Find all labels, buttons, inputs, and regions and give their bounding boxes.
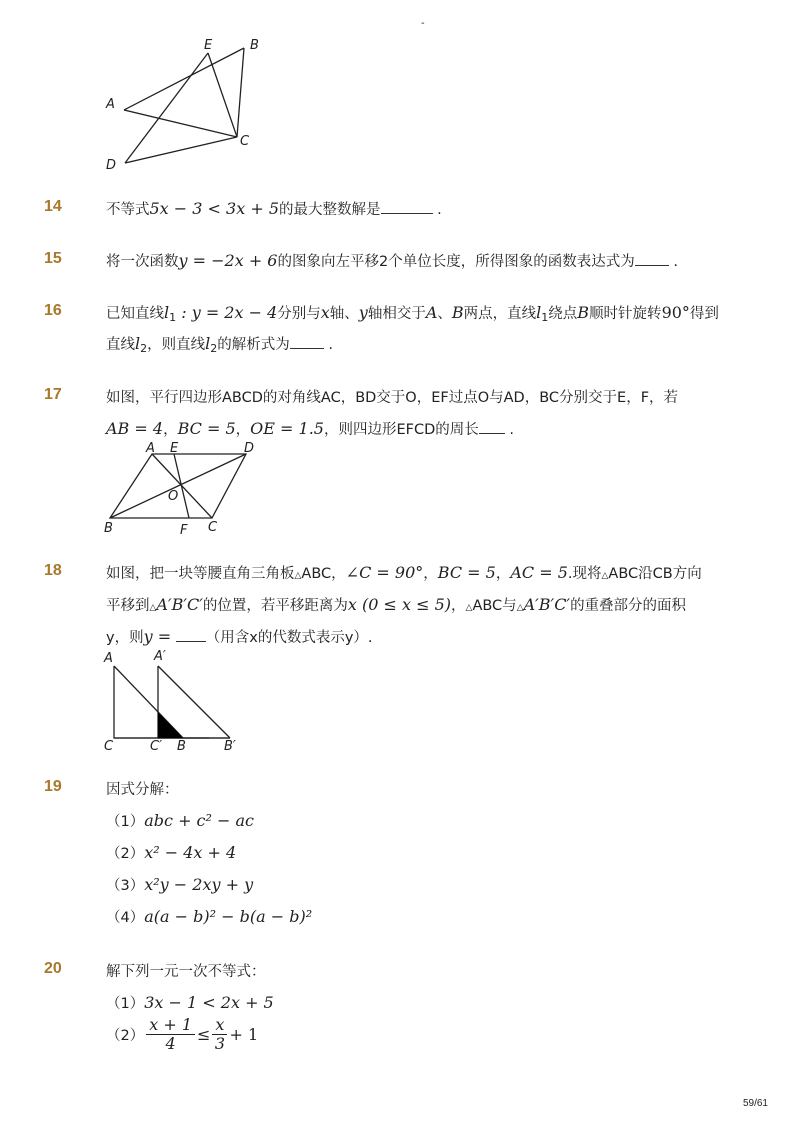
page-number: 59/61 — [742, 1098, 768, 1109]
question-16-line1: 已知直线$l_1$ : y = 2x − 4分别与x轴、y轴相交于A、B两点，直线$l_1$绕点B顺时针旋转90°得到 — [106, 303, 719, 324]
label-d: D — [244, 442, 255, 456]
label-b: B — [177, 739, 186, 754]
question-number: 19 — [44, 778, 62, 795]
question-19-item-3: （3）x²y − 2xy + y — [106, 875, 254, 894]
question-18-line3: y，则y = （用含x的代数式表示y）. — [106, 627, 373, 646]
label-d: D — [106, 158, 117, 173]
label-a: A — [146, 442, 155, 456]
label-e: E — [204, 38, 213, 53]
figure-q18-triangles — [100, 648, 250, 756]
label-b: B — [250, 38, 259, 53]
label-a: A — [106, 97, 115, 112]
question-20-item-1: （1）3x − 1 < 2x + 5 — [106, 993, 274, 1012]
question-15-text: 将一次函数y = −2x + 6的图象向左平移2个单位长度，所得图象的函数表达式为 . — [106, 251, 678, 270]
question-number: 20 — [44, 960, 62, 977]
question-16-line2: 直线$l_2$，则直线$l_2$的解析式为 . — [106, 334, 333, 355]
label-a-prime: A′ — [154, 649, 166, 664]
question-20-item-2: （2） $\frac{x + 1}{4}$ ≤ $\frac{x}{3}$ + 1 — [106, 1015, 259, 1053]
fraction-2: $\frac{x}{3}$ — [212, 1016, 227, 1053]
question-20-title: 解下列一元一次不等式： — [106, 964, 266, 980]
segment-bc — [237, 48, 244, 137]
segment-ef — [174, 454, 189, 518]
label-a: A — [104, 651, 113, 666]
top-mark: - — [421, 18, 425, 29]
question-number: 18 — [44, 562, 62, 579]
answer-blank — [290, 336, 324, 349]
question-19-item-4: （4）a(a − b)² − b(a − b)² — [106, 907, 313, 926]
question-14-text: 不等式5x − 3 < 3x + 5的最大整数解是 . — [106, 199, 442, 218]
label-c-prime: C′ — [150, 739, 163, 754]
question-number: 14 — [44, 198, 62, 215]
fraction-1: $\frac{x + 1}{4}$ — [146, 1016, 195, 1053]
segment-ab — [124, 48, 244, 110]
answer-blank — [176, 629, 206, 642]
question-number: 17 — [44, 386, 62, 403]
answer-blank — [635, 253, 669, 266]
question-19-title: 因式分解： — [106, 782, 179, 798]
question-19-item-2: （2）x² − 4x + 4 — [106, 843, 237, 862]
question-18-line2: 平移到△A′B′C′的位置，若平移距离为x (0 ≤ x ≤ 5)，△ABC与△A′B′C′的重叠部分的面积 — [106, 595, 687, 614]
question-18-line1: 如图，把一块等腰直角三角板△ABC，∠C = 90°，BC = 5，AC = 5.现将△ABC沿CB方向 — [106, 563, 702, 582]
label-e: E — [170, 442, 179, 456]
figure-q17-parallelogram — [100, 442, 270, 538]
segment-ec — [208, 53, 237, 137]
label-b-prime: B′ — [224, 739, 236, 754]
label-o: O — [168, 489, 179, 504]
segment-ac — [124, 110, 237, 137]
question-number: 15 — [44, 250, 62, 267]
question-19-item-1: （1）abc + c² − ac — [106, 811, 255, 830]
answer-blank — [381, 201, 433, 214]
triangle-abc-hypotenuse — [114, 666, 183, 738]
question-17-line2: AB = 4，BC = 5，OE = 1.5，则四边形EFCD的周长 . — [106, 419, 514, 438]
label-c: C — [240, 134, 250, 149]
answer-blank — [479, 421, 505, 434]
label-b: B — [104, 521, 113, 536]
label-c: C — [208, 520, 218, 535]
label-c: C — [104, 739, 114, 754]
question-17-line1: 如图，平行四边形ABCD的对角线AC，BD交于O，EF过点O与AD，BC分别交于E，F，若 — [106, 390, 679, 406]
label-f: F — [180, 523, 188, 538]
question-number: 16 — [44, 302, 62, 319]
figure-q13 — [100, 34, 270, 176]
